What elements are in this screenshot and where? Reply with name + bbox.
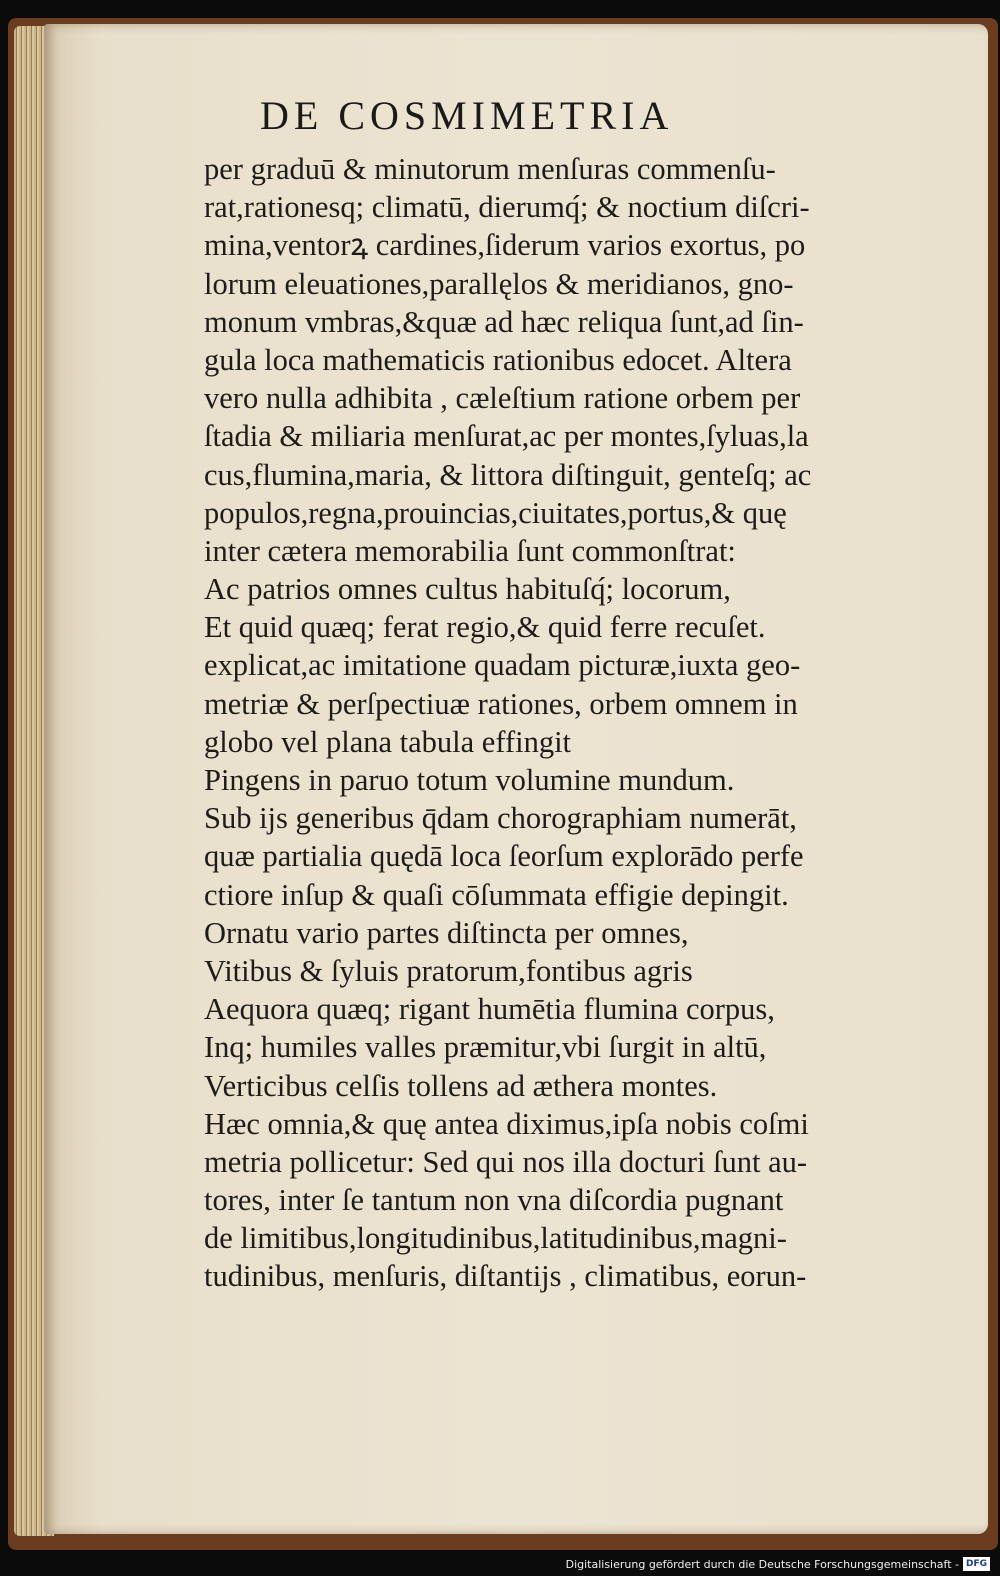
dfg-logo: DFG	[963, 1557, 990, 1571]
text-line: metria pollicetur: Sed qui nos illa docturi ſunt au-	[204, 1144, 808, 1179]
footer	[566, 1554, 990, 1574]
text-line: tudinibus, menſuris, diſtantijs , climatibus, eorun-	[204, 1259, 807, 1294]
text-line: Ornatu vario partes diſtincta per omnes,	[204, 915, 689, 950]
text-line: metriæ & perſpectiuæ rationes, orbem omnem in	[204, 686, 798, 721]
text-line: tores, inter ſe tantum non vna diſcordia pugnant	[204, 1183, 784, 1218]
text-line: monum vmbras,&quæ ad hæc reliqua ſunt,ad ſin-	[204, 304, 804, 339]
text-line: lorum eleuationes,parallęlos & meridianos, gno-	[204, 266, 794, 301]
text-line: Et quid quæq; ferat regio,& quid ferre recuſet.	[204, 610, 766, 645]
text-line: Inq; humiles valles præmitur,vbi ſurgit in altū,	[204, 1030, 767, 1065]
page-text	[204, 150, 932, 1296]
text-line: inter cætera memorabilia ſunt commonſtrat:	[204, 533, 736, 568]
text-line: mina,ventorꝝ cardines,ſiderum varios exortus, po	[204, 228, 806, 263]
text-line: vero nulla adhibita , cæleſtium ratione orbem per	[204, 381, 801, 416]
text-line: per graduū & minutorum menſuras commenſu-	[204, 152, 776, 186]
text-line: ſtadia & miliaria menſurat,ac per montes,ſyluas,la	[204, 419, 809, 454]
text-line: Sub ijs generibus q̄dam chorographiam numerāt,	[204, 801, 797, 836]
text-line: Ac patrios omnes cultus habituſq́; locorum,	[204, 572, 731, 607]
text-line: de limitibus,longitudinibus,latitudinibus,magni-	[204, 1221, 787, 1256]
text-line: Aequora quæq; rigant humētia flumina corpus,	[204, 992, 775, 1027]
text-line: ctiore inſup & quaſi cōſummata effigie depingit.	[204, 877, 789, 912]
text-line: explicat,ac imitatione quadam picturæ,iuxta geo-	[204, 648, 801, 683]
text-line: rat,rationesq; climatū, dierumq́; & noctium diſcri-	[204, 190, 810, 225]
text-line: populos,regna,prouincias,ciuitates,portus,& quę	[204, 495, 787, 530]
text-line: Hæc omnia,& quę antea diximus,ipſa nobis coſmi	[204, 1106, 809, 1141]
text-line: cus,flumina,maria, & littora diſtinguit, genteſq; ac	[204, 457, 812, 492]
text-line: gula loca mathematicis rationibus edocet. Altera	[204, 342, 792, 377]
text-line: quæ partialia quędā loca ſeorſum explorādo perfe	[204, 839, 804, 874]
text-line: Vitibus & ſyluis pratorum,fontibus agris	[204, 953, 693, 988]
running-head: DE COSMIMETRIA	[260, 93, 674, 138]
text-line: Verticibus celſis tollens ad æthera montes.	[204, 1068, 718, 1103]
funding-note: Digitalisierung gefördert durch die Deutsche Forschungsgemeinschaft -	[565, 1557, 959, 1571]
text-line: Pingens in paruo totum volumine mundum.	[204, 763, 735, 797]
text-line: globo vel plana tabula effingit	[204, 724, 572, 759]
